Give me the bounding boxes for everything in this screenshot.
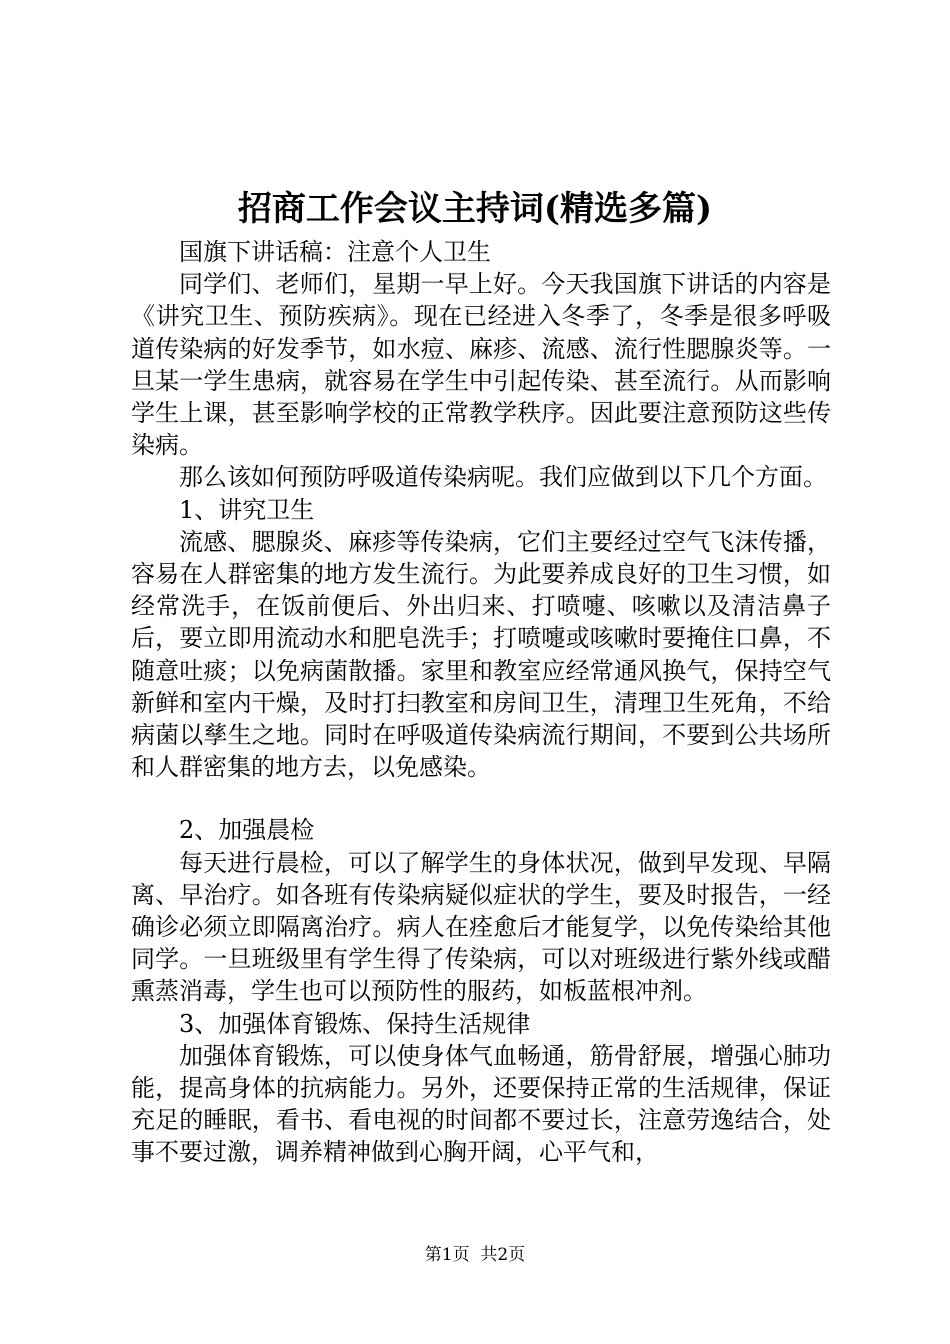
page-footer bbox=[0, 1244, 950, 1266]
page-number: 第1页 bbox=[424, 1245, 470, 1265]
document-title: 招商工作会议主持词(精选多篇) bbox=[237, 189, 713, 229]
speech-subtitle: 国旗下讲话稿：注意个人卫生 bbox=[179, 238, 491, 266]
page-total: 共2页 bbox=[480, 1245, 526, 1265]
paragraph-spacer bbox=[131, 783, 831, 814]
paragraph-morning-check: 每天进行晨检，可以了解学生的身体状况，做到早发现、早隔离、早治疗。如各班有传染病疑似症状的学生，要及时报告，一经确诊必须立即隔离治疗。病人在痊愈后才能复学，以免传染给其他同学。一旦班级里有学生得了传染病，可以对班级进行紫外线或醋熏蒸消毒，学生也可以预防性的服药，如板蓝根冲剂。 bbox=[131, 848, 831, 1006]
paragraph-intro: 同学们、老师们，星期一早上好。今天我国旗下讲话的内容是《讲究卫生、预防疾病》。现在已经进入冬季了，冬季是很多呼吸道传染病的好发季节，如水痘、麻疹、流感、流行性腮腺炎等。一旦某一学生患病，就容易在学生中引起传染、甚至流行。从而影响学生上课，甚至影响学校的正常教学秩序。因此要注意预防这些传染病。 bbox=[131, 270, 831, 460]
section-heading-exercise: 3、加强体育锻炼、保持生活规律 bbox=[179, 1009, 531, 1038]
section-heading-morning-check: 2、加强晨检 bbox=[179, 816, 315, 845]
paragraph-how-to-prevent: 那么该如何预防呼吸道传染病呢。我们应做到以下几个方面。 bbox=[179, 463, 827, 492]
paragraph-hygiene: 流感、腮腺炎、麻疹等传染病，它们主要经过空气飞沫传播，容易在人群密集的地方发生流行。为此要养成良好的卫生习惯，如经常洗手，在饭前便后、外出归来、打喷嚏、咳嗽以及清洁鼻子后，要立即用流动水和肥皂洗手；打喷嚏或咳嗽时要掩住口鼻，不随意吐痰；以免病菌散播。家里和教室应经常通风换气，保持空气新鲜和室内干燥，及时打扫教室和房间卫生，清理卫生死角，不给病菌以孳生之地。同时在呼吸道传染病流行期间，不要到公共场所和人群密集的地方去，以免感染。 bbox=[131, 527, 831, 782]
section-heading-hygiene: 1、讲究卫生 bbox=[179, 495, 315, 524]
paragraph-exercise: 加强体育锻炼，可以使身体气血畅通，筋骨舒展，增强心肺功能，提高身体的抗病能力。另外，还要保持正常的生活规律，保证充足的睡眠，看书、看电视的时间都不要过长，注意劳逸结合，处事不要过激，调养精神做到心胸开阔，心平气和， bbox=[131, 1041, 831, 1167]
document-body bbox=[131, 236, 831, 1169]
